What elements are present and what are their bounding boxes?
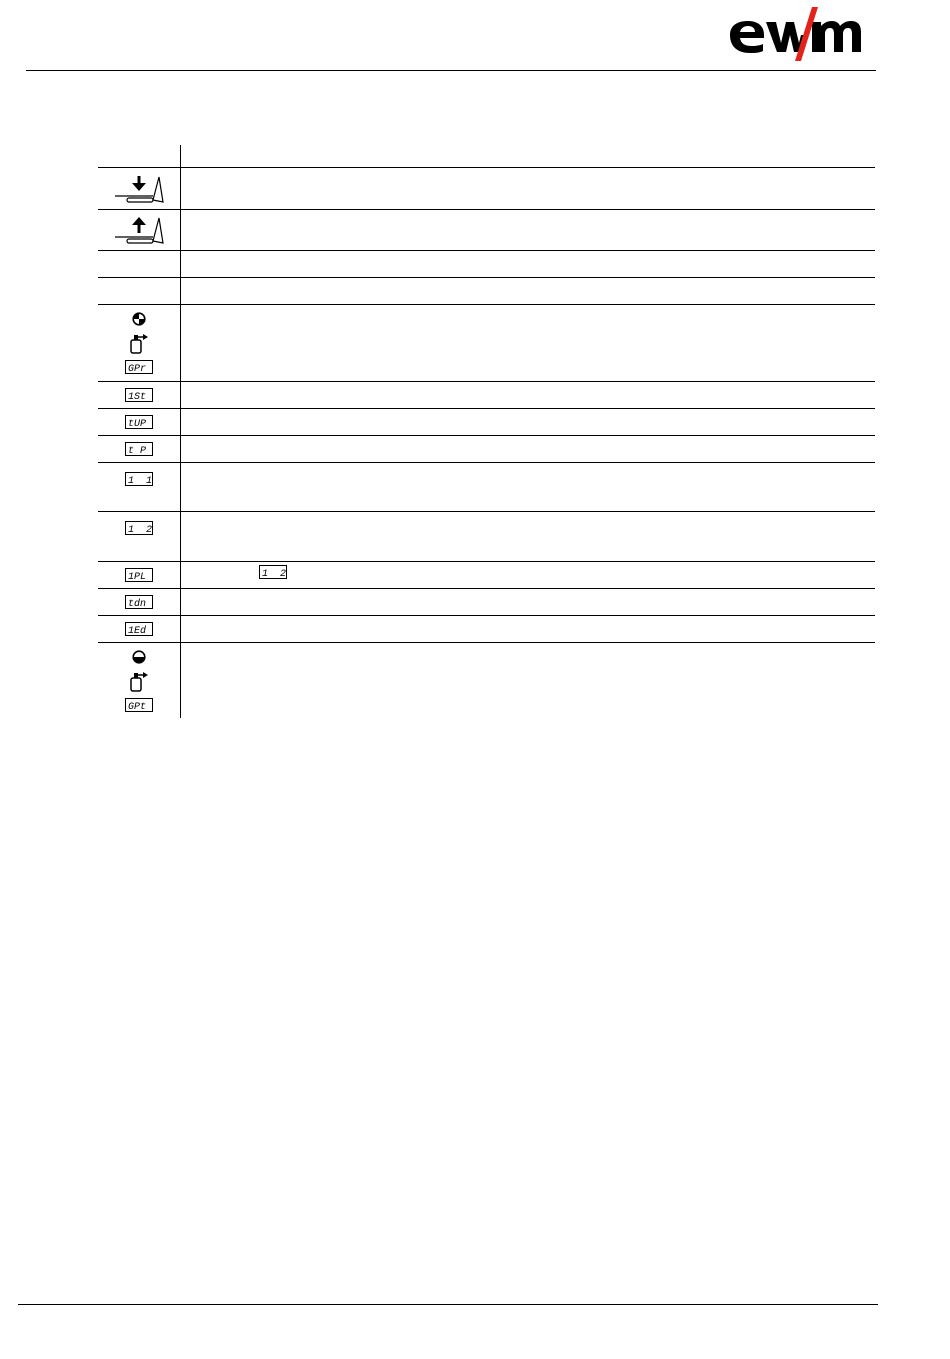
- table-header-row: [98, 145, 875, 168]
- description-cell: [181, 409, 875, 435]
- description-cell: [181, 210, 875, 250]
- description-cell: [181, 436, 875, 462]
- table-row: [98, 168, 875, 210]
- svg-text:1 2: 1 2: [262, 569, 286, 578]
- description-cell: [181, 251, 875, 277]
- table-row: [98, 512, 875, 562]
- footer-rule: [18, 1304, 878, 1305]
- lcd-tdn: [125, 595, 153, 609]
- svg-text:1 2: 1 2: [128, 525, 152, 534]
- clock-icon: [132, 312, 146, 326]
- ewm-logo: [728, 5, 863, 63]
- table-row: [98, 278, 875, 305]
- gas-cylinder-icon: [129, 332, 149, 354]
- table-row: [98, 463, 875, 512]
- header-rule: [26, 70, 876, 71]
- svg-text:GPt: GPt: [128, 701, 147, 711]
- svg-text:tUP: tUP: [128, 419, 147, 428]
- parameter-table: [98, 145, 875, 718]
- description-cell: [181, 562, 875, 588]
- description-cell: [181, 463, 875, 511]
- description-cell: [181, 512, 875, 561]
- description-cell: [181, 589, 875, 615]
- lcd-tup: [125, 415, 153, 429]
- lcd-i1: [125, 472, 153, 486]
- lcd-1st: [125, 388, 153, 402]
- description-cell: [181, 616, 875, 642]
- symbol-cell: [98, 251, 181, 277]
- description-cell: [181, 168, 875, 209]
- table-row: [98, 616, 875, 643]
- lcd-tp: [125, 442, 153, 456]
- table-row: [98, 643, 875, 718]
- description-cell: [181, 278, 875, 304]
- lcd-i2-inline: [259, 565, 287, 579]
- svg-text:1Ed: 1Ed: [128, 626, 147, 635]
- description-cell: [181, 382, 875, 408]
- symbol-cell: [98, 463, 181, 511]
- symbol-cell: [98, 562, 181, 588]
- svg-text:1PL: 1PL: [128, 572, 147, 581]
- table-row: [98, 409, 875, 436]
- symbol-cell: [98, 168, 181, 209]
- symbol-cell: [98, 382, 181, 408]
- lcd-i2: [125, 521, 153, 535]
- svg-text:1St: 1St: [128, 392, 147, 401]
- torch-press-icon: [113, 174, 165, 204]
- symbol-cell: [98, 643, 181, 718]
- table-row: [98, 251, 875, 278]
- symbol-cell: [98, 436, 181, 462]
- clock-icon: [132, 650, 146, 664]
- torch-release-icon: [113, 215, 165, 245]
- lcd-gpr: [125, 360, 153, 374]
- svg-text:tdn: tdn: [128, 599, 147, 608]
- symbol-cell: [98, 278, 181, 304]
- lcd-gpt: [125, 698, 153, 712]
- symbol-cell: [98, 409, 181, 435]
- table-row: [98, 589, 875, 616]
- svg-text:GPr: GPr: [128, 364, 147, 373]
- symbol-cell: [98, 210, 181, 250]
- symbol-cell: [98, 305, 181, 381]
- description-cell: [181, 305, 875, 381]
- table-row: [98, 382, 875, 409]
- lcd-ipl: [125, 568, 153, 582]
- table-row: [98, 305, 875, 382]
- table-row: [98, 562, 875, 589]
- description-header-cell: [181, 145, 875, 167]
- symbol-cell: [98, 589, 181, 615]
- svg-text:t P: t P: [128, 446, 147, 455]
- table-row: [98, 210, 875, 251]
- symbol-cell: [98, 512, 181, 561]
- symbol-header-cell: [98, 145, 181, 167]
- lcd-ied: [125, 622, 153, 636]
- svg-text:1 1: 1 1: [128, 476, 152, 485]
- symbol-cell: [98, 616, 181, 642]
- table-row: [98, 436, 875, 463]
- gas-cylinder-icon: [129, 670, 149, 692]
- description-cell: [181, 643, 875, 718]
